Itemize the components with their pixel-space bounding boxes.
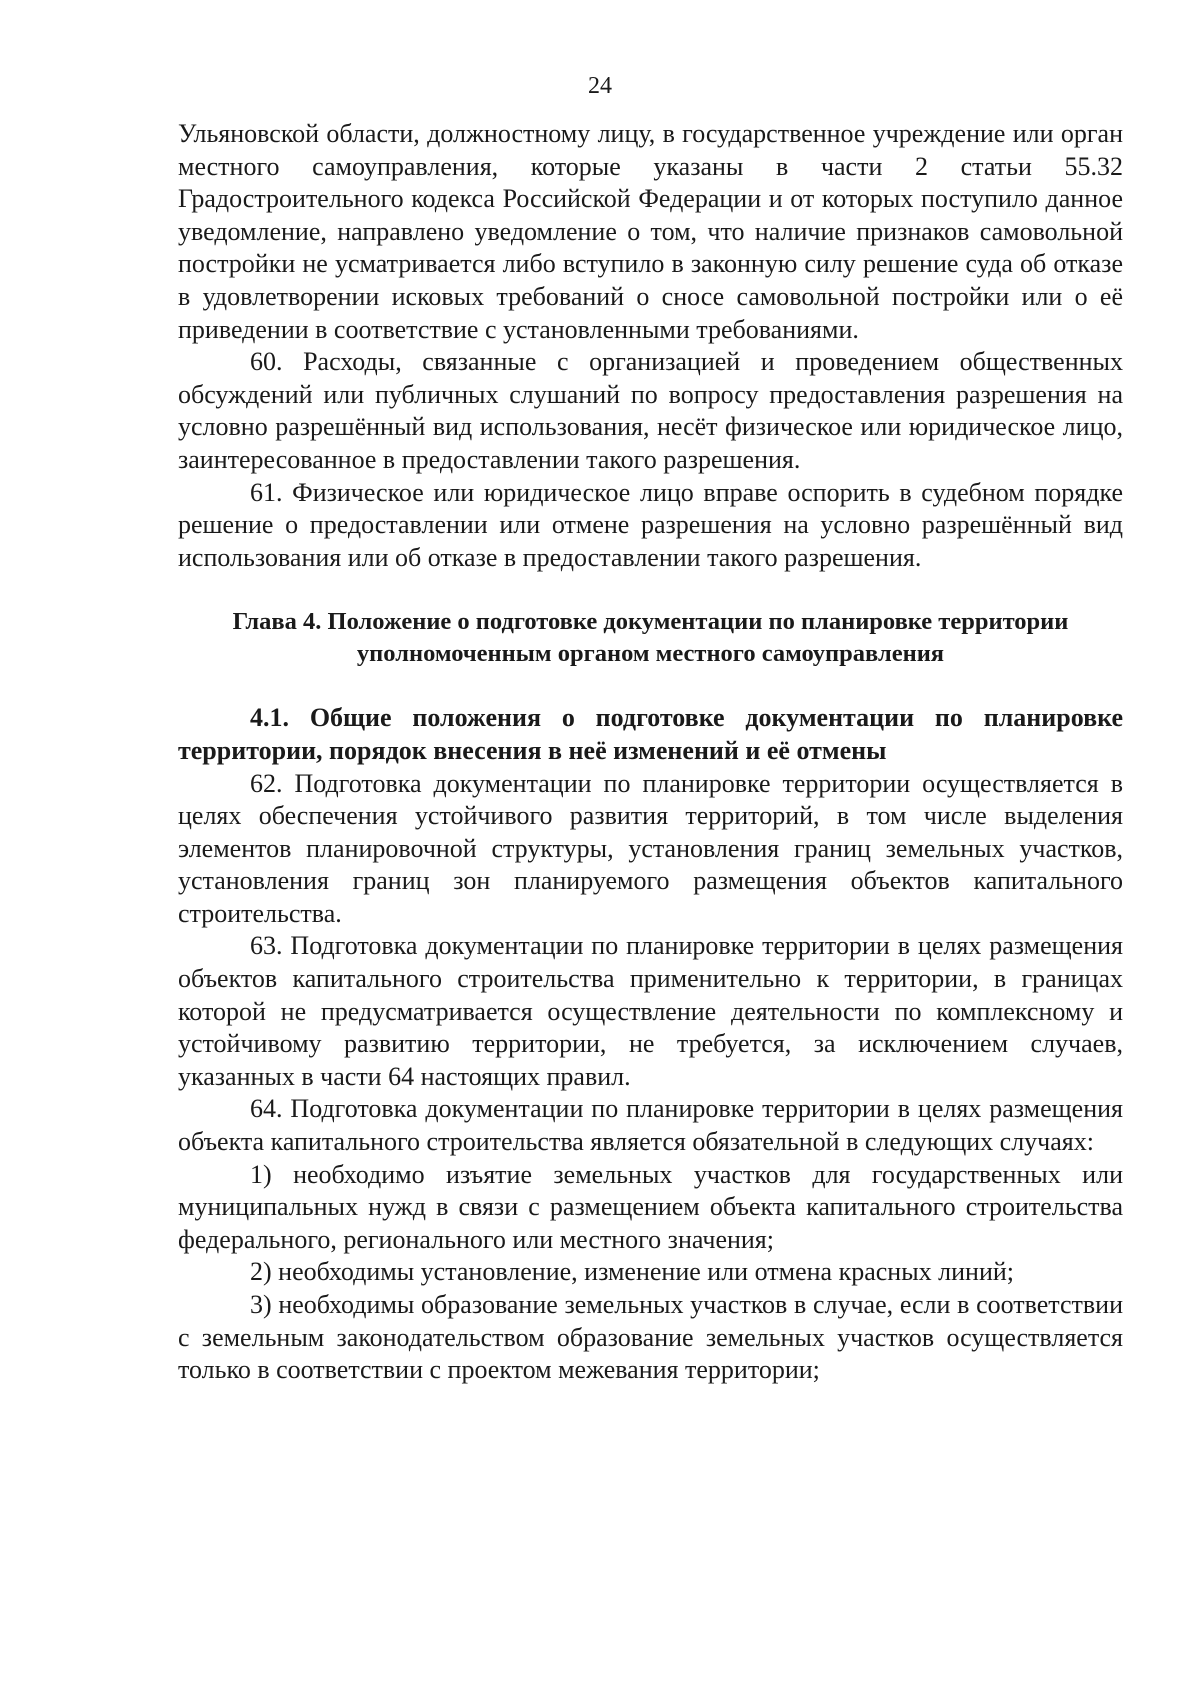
- paragraph-64: 64. Подготовка документации по планировке территории в целях размещения объекта капитального строительства является обязательной в следующих случаях:: [178, 1094, 1123, 1157]
- chapter-heading-line-1: Глава 4. Положение о подготовке документации по планировке территории: [232, 608, 1069, 636]
- chapter-heading: [178, 606, 1123, 670]
- list-item-64-3: 3) необходимы образование земельных участков в случае, если в соответствии с земельным законодательством образование земельных участков осуществляется только в соответствии с проектом межевания территории;: [178, 1290, 1123, 1385]
- paragraph-63: 63. Подготовка документации по планировке территории в целях размещения объектов капитального строительства применительно к территории, в границах которой не предусматривается осуществление деятельности по комплексному и устойчивому развитию территории, не требуется, за исключением случаев, указанных в части 64 настоящих правил.: [178, 931, 1123, 1091]
- paragraph-62: 62. Подготовка документации по планировке территории осуществляется в целях обеспечения устойчивого развития территорий, в том числе выделения элементов планировочной структуры, установления границ земельных участков, установления границ зон планируемого размещения объектов капитального строительства.: [178, 768, 1123, 928]
- document-body: [178, 118, 1123, 1387]
- chapter-heading-line-2: уполномоченным органом местного самоуправления: [356, 640, 945, 668]
- paragraph-61: 61. Физическое или юридическое лицо вправе оспорить в судебном порядке решение о предоставлении или отмене разрешения на условно разрешённый вид использования или об отказе в предоставлении такого разрешения.: [178, 477, 1123, 572]
- page-number: 24: [588, 73, 612, 99]
- list-item-64-2: 2) необходимы установление, изменение или отмена красных линий;: [250, 1257, 1015, 1287]
- paragraph-continuation: Ульяновской области, должностному лицу, в государственное учреждение или орган местного самоуправления, которые указаны в части 2 статьи 55.32 Градостроительного кодекса Российской Федерации и от которых поступило данное уведомление, направлено уведомление о том, что наличие признаков самовольной постройки не усматривается либо вступило в законную силу решение суда об отказе в удовлетворении исковых требований о сносе самовольной постройки или о её приведении в соответствие с установленными требованиями.: [178, 119, 1123, 344]
- section-heading: 4.1. Общие положения о подготовке документации по планировке территории, порядок внесения в неё изменений и её отмены: [178, 703, 1123, 765]
- list-item-64-1: 1) необходимо изъятие земельных участков для государственных или муниципальных нужд в связи с размещением объекта капитального строительства федерального, регионального или местного значения;: [178, 1159, 1123, 1254]
- paragraph-60: 60. Расходы, связанные с организацией и проведением общественных обсуждений или публичных слушаний по вопросу предоставления разрешения на условно разрешённый вид использования, несёт физическое или юридическое лицо, заинтересованное в предоставлении такого разрешения.: [178, 347, 1123, 474]
